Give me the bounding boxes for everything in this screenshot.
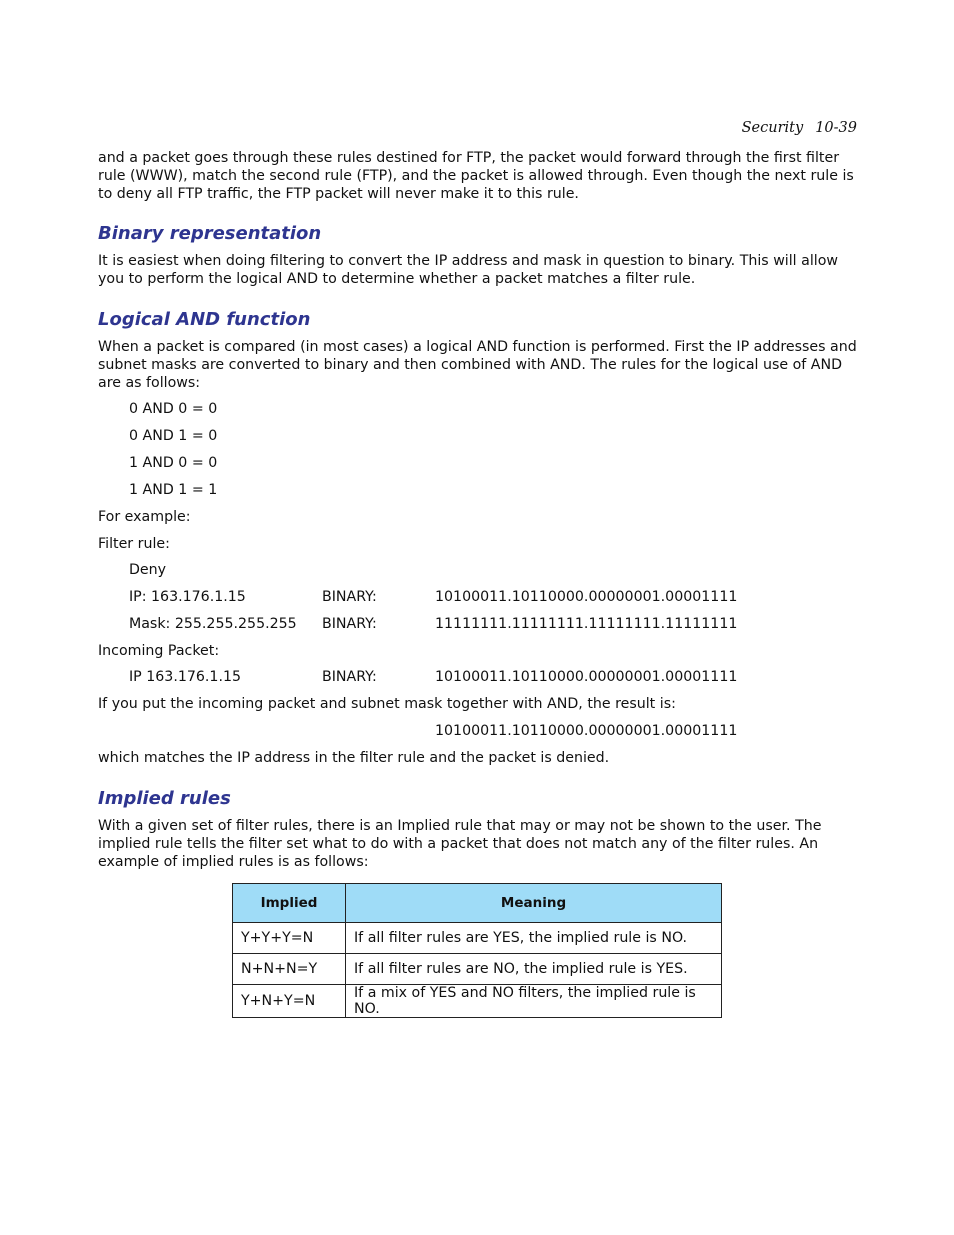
page-content: [98, 150, 858, 872]
logical-and-paragraph: When a packet is compared (in most cases) a logical AND function is performed. First the IP addresses and subnet masks are converted to binary and then combined with AND. The rules for the logical use of AND are as follows:: [98, 338, 857, 391]
table-row: [233, 923, 722, 954]
binary-label: BINARY:: [322, 669, 377, 686]
table-row: [233, 954, 722, 985]
binary-label: BINARY:: [322, 589, 377, 606]
and-rule: 1 AND 1 = 1: [129, 482, 218, 499]
implied-rules-table: [232, 883, 722, 1018]
page-number: 10-39: [815, 120, 857, 136]
and-rules-list: [98, 396, 858, 504]
logical-and-heading: Logical AND function: [98, 308, 311, 330]
mask-label: Mask: 255.255.255.255: [129, 616, 297, 633]
intro-paragraph: and a packet goes through these rules destined for FTP, the packet would forward through the first filter rule (WWW), match the second rule (FTP), and the packet is allowed through. Even though the next rule is to deny all FTP traffic, the FTP packet will never make it to this rule.: [98, 150, 854, 202]
implied-cell: N+N+N=Y: [233, 954, 346, 985]
table-header-row: [233, 884, 722, 923]
filter-mask-row: [98, 611, 858, 638]
result-value: 10100011.10110000.00000001.00001111: [435, 723, 738, 740]
incoming-ip-row: [98, 664, 858, 691]
implied-cell: Y+N+Y=N: [233, 985, 346, 1018]
binary-value: 10100011.10110000.00000001.00001111: [435, 669, 738, 686]
section-title: Security: [741, 120, 804, 136]
binary-label: BINARY:: [322, 616, 377, 633]
ip-label: IP: 163.176.1.15: [129, 589, 246, 606]
incoming-packet-label: Incoming Packet:: [98, 643, 220, 660]
and-rule: 0 AND 1 = 0: [129, 428, 218, 445]
binary-heading: Binary representation: [98, 223, 322, 245]
filter-rule-label: Filter rule:: [98, 536, 170, 553]
and-rule: 0 AND 0 = 0: [129, 401, 218, 418]
binary-paragraph: It is easiest when doing filtering to convert the IP address and mask in question to binary. This will allow you to perform the logical AND to determine whether a packet matches a filter rule.: [98, 253, 838, 288]
ip-label: IP 163.176.1.15: [129, 669, 242, 686]
column-header-meaning: Meaning: [346, 884, 722, 923]
for-example-label: For example:: [98, 509, 191, 526]
running-header: [0, 120, 857, 136]
implied-rules-paragraph: With a given set of filter rules, there is an Implied rule that may or may not be shown to the user. The implied rule tells the filter set what to do with a packet that does not match any of the filter rules. An example of implied rules is as follows:: [98, 818, 822, 870]
filter-ip-row: [98, 584, 858, 611]
implied-cell: Y+Y+Y=N: [233, 923, 346, 954]
and-rule: 1 AND 0 = 0: [129, 455, 218, 472]
meaning-cell: If all filter rules are YES, the implied rule is NO.: [346, 923, 722, 954]
binary-value: 11111111.11111111.11111111.11111111: [435, 616, 738, 633]
column-header-implied: Implied: [233, 884, 346, 923]
result-row: [98, 718, 858, 745]
implied-rules-heading: Implied rules: [98, 788, 231, 810]
meaning-cell: If a mix of YES and NO filters, the implied rule is NO.: [346, 985, 722, 1018]
deny-label: Deny: [129, 562, 167, 579]
conclusion-text: which matches the IP address in the filter rule and the packet is denied.: [98, 750, 610, 767]
binary-value: 10100011.10110000.00000001.00001111: [435, 589, 738, 606]
table-row: [233, 985, 722, 1018]
result-text: If you put the incoming packet and subnet mask together with AND, the result is:: [98, 696, 676, 713]
meaning-cell: If all filter rules are NO, the implied rule is YES.: [346, 954, 722, 985]
